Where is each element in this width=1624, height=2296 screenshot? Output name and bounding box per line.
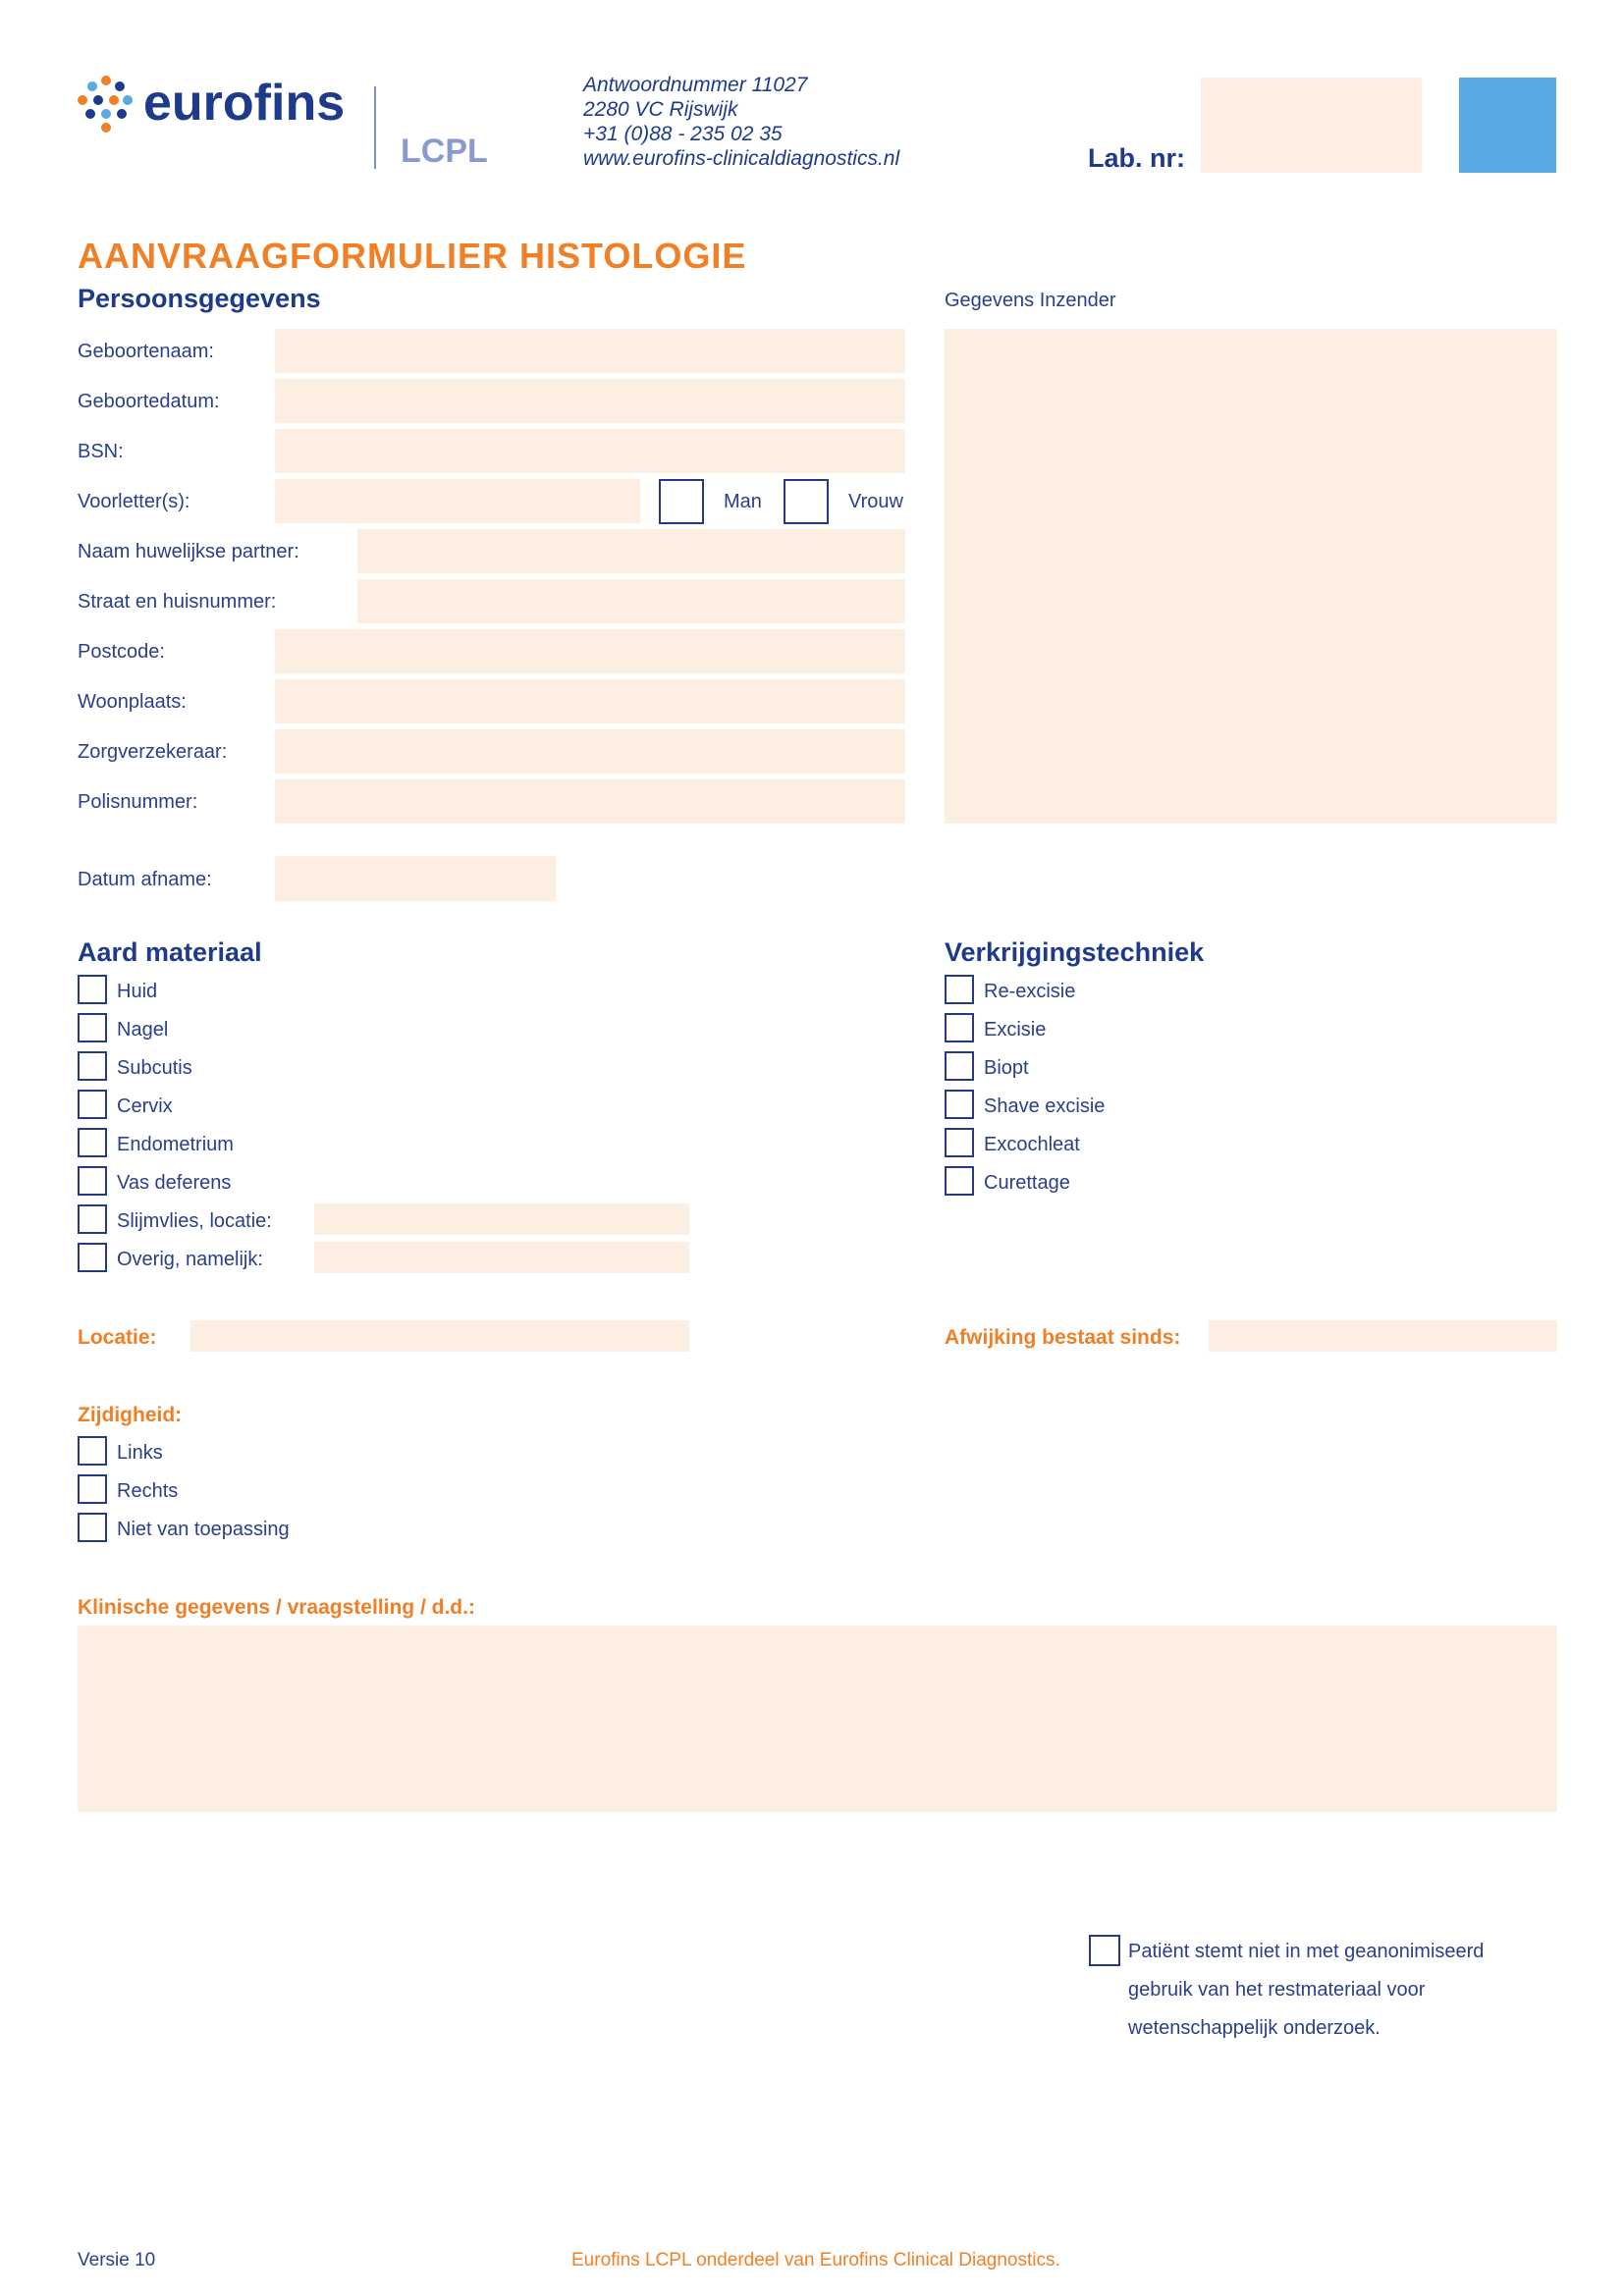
links-checkbox[interactable] — [78, 1436, 107, 1466]
overig-checkbox[interactable] — [78, 1243, 107, 1272]
geboortenaam-field[interactable] — [275, 329, 905, 373]
niet-van-toepassing-label: Niet van toepassing — [117, 1519, 290, 1540]
geboortedatum-label: Geboortedatum: — [78, 391, 220, 412]
polisnummer-label: Polisnummer: — [78, 791, 198, 813]
address-line-3: +31 (0)88 - 235 02 35 — [583, 123, 783, 145]
overig-field[interactable] — [314, 1242, 689, 1273]
lab-nr-field[interactable] — [1201, 78, 1422, 173]
address-line-4: www.eurofins-clinicaldiagnostics.nl — [583, 147, 900, 170]
consent-checkbox[interactable] — [1089, 1935, 1120, 1966]
postcode-label: Postcode: — [78, 641, 165, 663]
address-line-2: 2280 VC Rijswijk — [583, 98, 738, 121]
address-line-1: Antwoordnummer 11027 — [583, 74, 808, 96]
woonplaats-label: Woonplaats: — [78, 691, 187, 713]
cervix-checkbox[interactable] — [78, 1090, 107, 1119]
biopt-label: Biopt — [984, 1057, 1029, 1079]
logo-text: eurofins — [143, 75, 346, 132]
footer-versie: Versie 10 — [78, 2250, 156, 2270]
inzender-label: Gegevens Inzender — [945, 290, 1116, 311]
slijmvlies-checkbox[interactable] — [78, 1204, 107, 1234]
huid-checkbox[interactable] — [78, 975, 107, 1004]
shave-excisie-checkbox[interactable] — [945, 1090, 974, 1119]
voorletters-label: Voorletter(s): — [78, 491, 190, 512]
man-checkbox[interactable] — [659, 479, 704, 524]
overig-label: Overig, namelijk: — [117, 1249, 263, 1270]
niet-van-toepassing-checkbox[interactable] — [78, 1513, 107, 1542]
corner-color-block — [1459, 78, 1556, 173]
logo-divider — [374, 86, 376, 169]
sub-brand: LCPL — [401, 133, 488, 170]
geboortedatum-field[interactable] — [275, 379, 905, 423]
vas-deferens-checkbox[interactable] — [78, 1166, 107, 1196]
afwijking-label: Afwijking bestaat sinds: — [945, 1326, 1181, 1349]
consent-line-3: wetenschappelijk onderzoek. — [1128, 2017, 1380, 2039]
persoons-heading: Persoonsgegevens — [78, 284, 321, 313]
woonplaats-field[interactable] — [275, 679, 905, 723]
aard-heading: Aard materiaal — [78, 937, 262, 967]
excisie-label: Excisie — [984, 1019, 1047, 1041]
excochleat-label: Excochleat — [984, 1134, 1080, 1155]
curettage-label: Curettage — [984, 1172, 1070, 1194]
re-excisie-checkbox[interactable] — [945, 975, 974, 1004]
links-label: Links — [117, 1442, 163, 1464]
eurofins-logo — [77, 75, 371, 133]
rechts-label: Rechts — [117, 1480, 179, 1502]
vrouw-checkbox[interactable] — [784, 479, 829, 524]
consent-line-1: Patiënt stemt niet in met geanonimiseerd — [1128, 1941, 1485, 1962]
slijmvlies-locatie-field[interactable] — [314, 1203, 689, 1235]
partner-label: Naam huwelijkse partner: — [78, 541, 299, 562]
bsn-label: BSN: — [78, 441, 124, 462]
inzender-field[interactable] — [945, 329, 1557, 824]
subcutis-checkbox[interactable] — [78, 1051, 107, 1081]
lab-nr-label: Lab. nr: — [1088, 143, 1185, 173]
eurofins-dots-icon — [77, 75, 135, 133]
excochleat-checkbox[interactable] — [945, 1128, 974, 1157]
datum-afname-label: Datum afname: — [78, 869, 212, 890]
geboortenaam-label: Geboortenaam: — [78, 341, 214, 362]
re-excisie-label: Re-excisie — [984, 981, 1076, 1002]
man-label: Man — [724, 491, 762, 512]
footer-company: Eurofins LCPL onderdeel van Eurofins Clinical Diagnostics. — [571, 2250, 1060, 2270]
afwijking-field[interactable] — [1209, 1320, 1557, 1352]
excisie-checkbox[interactable] — [945, 1013, 974, 1042]
huid-label: Huid — [117, 981, 158, 1002]
subcutis-label: Subcutis — [117, 1057, 192, 1079]
zorgverzekeraar-label: Zorgverzekeraar: — [78, 741, 228, 763]
postcode-field[interactable] — [275, 629, 905, 673]
shave-excisie-label: Shave excisie — [984, 1095, 1106, 1117]
nagel-checkbox[interactable] — [78, 1013, 107, 1042]
nagel-label: Nagel — [117, 1019, 169, 1041]
endometrium-checkbox[interactable] — [78, 1128, 107, 1157]
locatie-label: Locatie: — [78, 1326, 157, 1349]
cervix-label: Cervix — [117, 1095, 173, 1117]
bsn-field[interactable] — [275, 429, 905, 473]
voorletters-field[interactable] — [275, 479, 640, 523]
vas-deferens-label: Vas deferens — [117, 1172, 232, 1194]
straat-field[interactable] — [357, 579, 905, 623]
curettage-checkbox[interactable] — [945, 1166, 974, 1196]
verkrijging-heading: Verkrijgingstechniek — [945, 937, 1205, 967]
vrouw-label: Vrouw — [848, 491, 903, 512]
consent-line-2: gebruik van het restmateriaal voor — [1128, 1979, 1426, 2001]
straat-label: Straat en huisnummer: — [78, 591, 277, 613]
partner-field[interactable] — [357, 529, 905, 573]
polisnummer-field[interactable] — [275, 779, 905, 824]
klinische-label: Klinische gegevens / vraagstelling / d.d.: — [78, 1596, 475, 1619]
zijdigheid-heading: Zijdigheid: — [78, 1404, 183, 1426]
biopt-checkbox[interactable] — [945, 1051, 974, 1081]
form-title: AANVRAAGFORMULIER HISTOLOGIE — [78, 236, 747, 276]
rechts-checkbox[interactable] — [78, 1474, 107, 1504]
endometrium-label: Endometrium — [117, 1134, 234, 1155]
zorgverzekeraar-field[interactable] — [275, 729, 905, 774]
klinische-field[interactable] — [78, 1626, 1557, 1812]
slijmvlies-label: Slijmvlies, locatie: — [117, 1210, 272, 1232]
locatie-field[interactable] — [190, 1320, 689, 1352]
datum-afname-field[interactable] — [275, 856, 556, 901]
